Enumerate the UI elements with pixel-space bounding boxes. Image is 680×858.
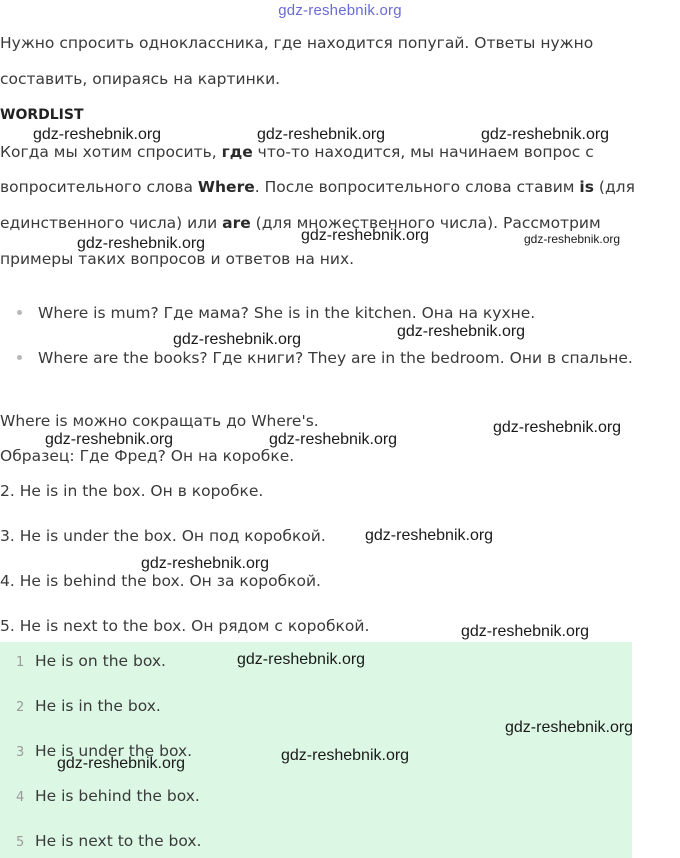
explanation-text: вопросительного слова [0, 178, 198, 196]
task-line: 3. He is under the box. Он под коробкой. [0, 527, 326, 545]
watermark: gdz-reshebnik.org [141, 555, 270, 572]
intro-line-2: составить, опираясь на картинки. [0, 70, 281, 88]
answer-row [16, 831, 202, 853]
example-text: Where is mum? Где мама? She is in the kitchen. Она на кухне. [38, 304, 536, 322]
explanation-text: (для [593, 178, 635, 196]
watermark: gdz-reshebnik.org [301, 227, 430, 244]
answer-number: 1 [16, 655, 25, 670]
explanation-line-1 [0, 142, 594, 162]
answer-number: 3 [16, 745, 25, 760]
answer-text: He is under the box. [35, 742, 193, 760]
note-line: Where is можно сокращать до Where's. [0, 412, 319, 430]
explanation-keyword: Where [197, 178, 255, 196]
watermark: gdz-reshebnik.org [257, 126, 386, 143]
answer-text: He is in the box. [35, 697, 161, 715]
example-text: Where are the books? Где книги? They are in the bedroom. Они в спальне. [38, 349, 633, 367]
watermark: gdz-reshebnik.org [33, 126, 162, 143]
sample-line: Образец: Где Фред? Он на коробке. [0, 447, 295, 465]
answer-row [16, 696, 161, 718]
watermark: gdz-reshebnik.org [173, 331, 302, 348]
watermark: gdz-reshebnik.org [397, 323, 526, 340]
explanation-line-2 [0, 177, 635, 197]
bullet-icon [17, 355, 22, 360]
watermark: gdz-reshebnik.org [281, 747, 410, 764]
explanation-keyword: is [579, 178, 594, 196]
explanation-text: (для множественного числа). Рассмотрим [250, 214, 601, 232]
watermark: gdz-reshebnik.org [505, 719, 634, 736]
explanation-text: единственного числа) или [0, 214, 223, 232]
watermark: gdz-reshebnik.org [481, 126, 610, 143]
answer-number: 5 [16, 835, 25, 850]
wordlist-heading: WORDLIST [0, 107, 84, 123]
bullet-icon [17, 310, 22, 315]
watermark: gdz-reshebnik.org [365, 527, 494, 544]
intro-line-1: Нужно спросить одноклассника, где находится попугай. Ответы нужно [0, 34, 594, 52]
answer-number: 4 [16, 790, 25, 805]
task-line: 4. He is behind the box. Он за коробкой. [0, 572, 321, 590]
watermark: gdz-reshebnik.org [269, 431, 398, 448]
explanation-keyword: где [221, 143, 253, 161]
explanation-keyword: are [222, 214, 251, 232]
example-item [17, 303, 535, 323]
task-line: 2. He is in the box. Он в коробке. [0, 482, 264, 500]
explanation-line-4: примеры таких вопросов и ответов на них. [0, 250, 355, 268]
answer-text: He is next to the box. [35, 832, 202, 850]
answer-row [16, 651, 166, 673]
explanation-text: Когда мы хотим спросить, [0, 143, 222, 161]
answer-number: 2 [16, 700, 25, 715]
watermark: gdz-reshebnik.org [237, 651, 366, 668]
answer-row [16, 786, 200, 808]
header-watermark: gdz-reshebnik.org [278, 2, 402, 19]
answer-text: He is on the box. [35, 652, 166, 670]
watermark: gdz-reshebnik.org [77, 235, 206, 252]
watermark: gdz-reshebnik.org [461, 623, 590, 640]
watermark: gdz-reshebnik.org [493, 419, 622, 436]
example-item [17, 348, 633, 368]
task-line: 5. He is next to the box. Он рядом с коробкой. [0, 617, 370, 635]
explanation-text: . После вопросительного слова ставим [254, 178, 580, 196]
answer-text: He is behind the box. [35, 787, 200, 805]
explanation-text: что-то находится, мы начинаем вопрос с [252, 143, 594, 161]
watermark: gdz-reshebnik.org [57, 755, 186, 772]
watermark: gdz-reshebnik.org [524, 232, 621, 246]
watermark: gdz-reshebnik.org [45, 431, 174, 448]
